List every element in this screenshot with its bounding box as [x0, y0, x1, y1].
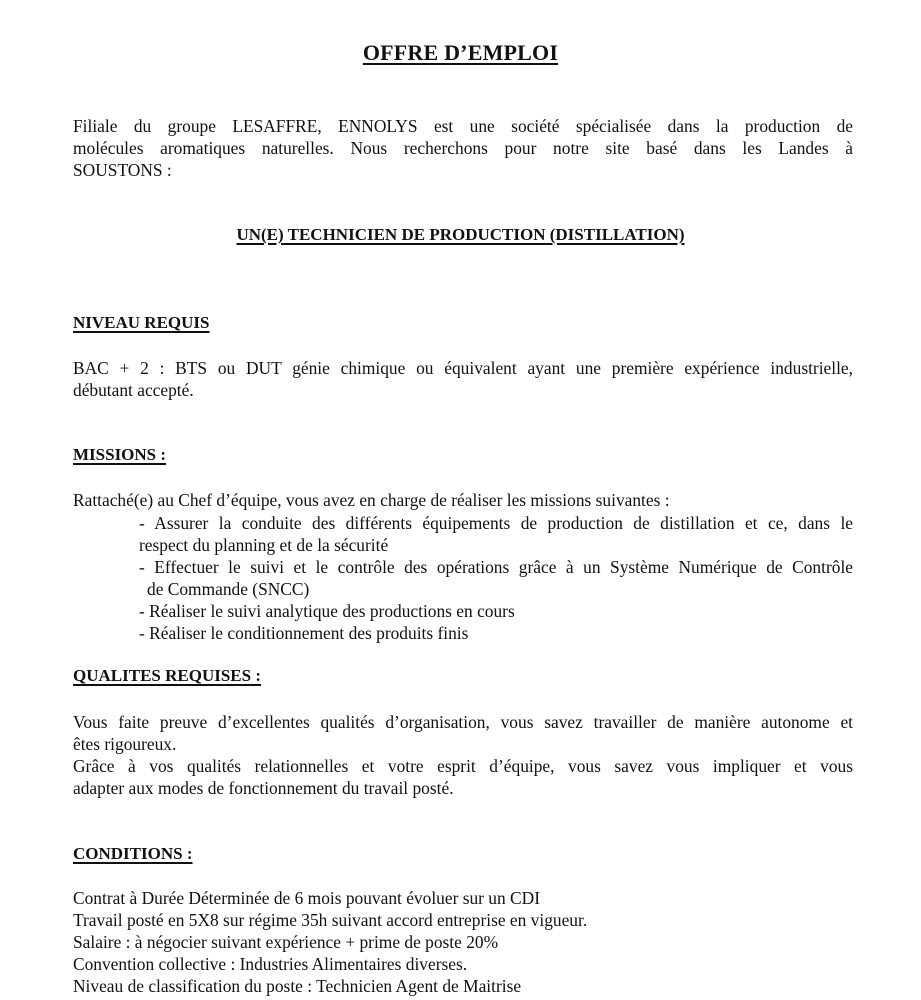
conditions-line-4: Convention collective : Industries Alimentaires diverses. [73, 954, 468, 974]
qualites-p2-line-1: Grâce à vos qualités relationnelles et votre esprit d’équipe, vous savez vous impliquer et vous [73, 756, 853, 776]
qualites-p2-line-2: adapter aux modes de fonctionnement du travail posté. [73, 778, 454, 798]
intro-line-3: SOUSTONS : [73, 160, 172, 180]
conditions-list [73, 887, 853, 997]
niveau-line-2: débutant accepté. [73, 380, 194, 400]
conditions-line-5: Niveau de classification du poste : Technicien Agent de Maitrise [73, 976, 522, 996]
page-title: OFFRE D’EMPLOI [362, 40, 559, 65]
list-item [139, 556, 853, 600]
conditions-heading: CONDITIONS : [73, 844, 193, 863]
niveau-line-1: BAC + 2 : BTS ou DUT génie chimique ou équivalent ayant une première expérience industrielle, [73, 358, 853, 378]
qualites-paragraph [73, 711, 853, 799]
mission-2-line-1: - Effectuer le suivi et le contrôle des opérations grâce à un Système Numérique de Contrôle [139, 557, 853, 577]
missions-intro: Rattaché(e) au Chef d’équipe, vous avez en charge de réaliser les missions suivantes : [73, 490, 670, 510]
niveau-paragraph [73, 357, 853, 401]
mission-2-line-2: de Commande (SNCC) [147, 579, 310, 599]
intro-line-2: molécules aromatiques naturelles. Nous recherchons pour notre site basé dans les Landes à [73, 138, 853, 158]
list-item [139, 600, 853, 622]
missions-list [139, 512, 853, 644]
qualites-p1-line-1: Vous faite preuve d’excellentes qualités d’organisation, vous savez travailler de manière autonome et [73, 712, 853, 732]
missions-heading: MISSIONS : [73, 445, 167, 464]
mission-3-line-1: - Réaliser le suivi analytique des productions en cours [139, 601, 515, 621]
qualites-heading: QUALITES REQUISES : [73, 666, 262, 685]
intro-paragraph [73, 115, 853, 181]
intro-line-1: Filiale du groupe LESAFFRE, ENNOLYS est une société spécialisée dans la production de [73, 116, 853, 136]
qualites-p1-line-2: êtes rigoureux. [73, 734, 177, 754]
list-item [139, 622, 853, 644]
mission-4-line-1: - Réaliser le conditionnement des produits finis [139, 623, 469, 643]
mission-1-line-2: respect du planning et de la sécurité [139, 535, 389, 555]
conditions-line-2: Travail posté en 5X8 sur régime 35h suivant accord entreprise en vigueur. [73, 910, 588, 930]
list-item [139, 512, 853, 556]
niveau-heading: NIVEAU REQUIS [73, 313, 210, 332]
conditions-line-1: Contrat à Durée Déterminée de 6 mois pouvant évoluer sur un CDI [73, 888, 540, 908]
job-title: UN(E) TECHNICIEN DE PRODUCTION (DISTILLATION) [236, 225, 685, 244]
mission-1-line-1: - Assurer la conduite des différents équipements de production de distillation et ce, dans le [139, 513, 853, 533]
conditions-line-3: Salaire : à négocier suivant expérience + prime de poste 20% [73, 932, 499, 952]
